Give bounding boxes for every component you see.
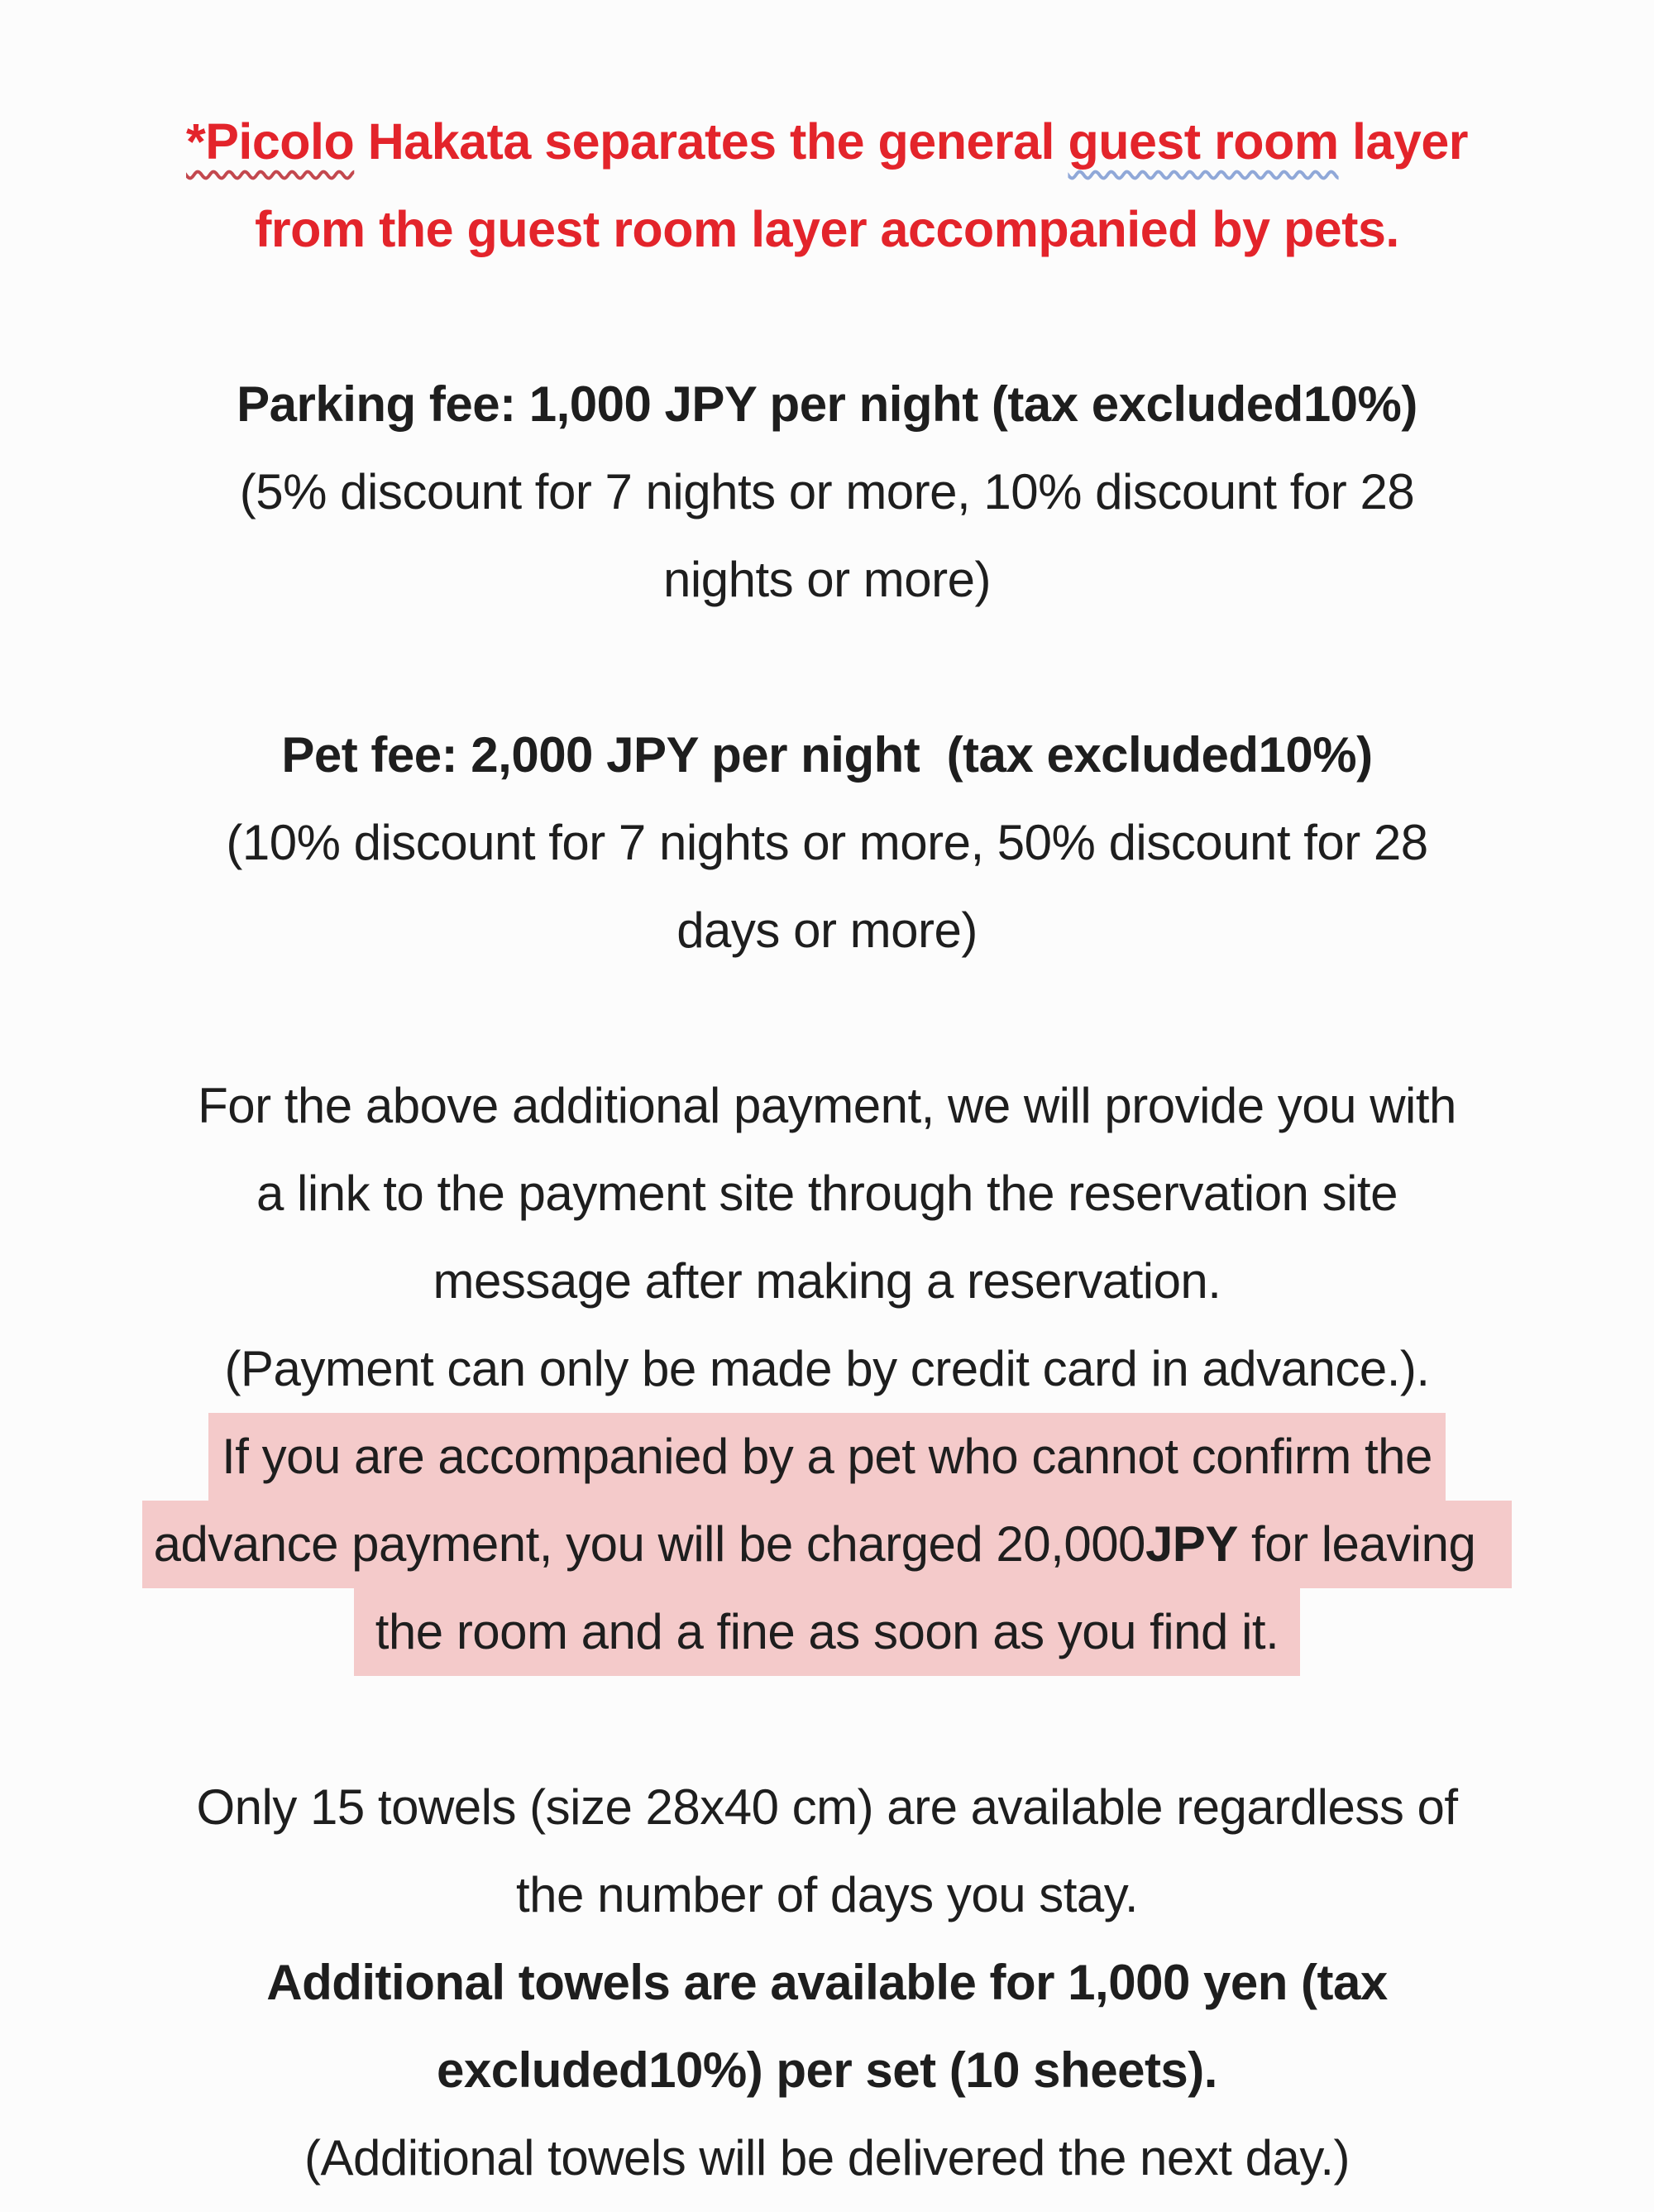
parking-fee-detail-line-2: nights or more)	[663, 552, 991, 607]
additional-towels-line-1: Additional towels are available for 1,000 yen (tax	[266, 1955, 1388, 2010]
highlight-band: If you are accompanied by a pet who cannot confirm the	[208, 1413, 1446, 1501]
pet-fee-detail-line-2: days or more)	[676, 903, 978, 958]
parking-fee-detail-line-1: (5% discount for 7 nights or more, 10% discount for 28	[239, 464, 1415, 519]
warning-line-2-end: for leaving	[1237, 1516, 1476, 1572]
spacer	[58, 273, 1596, 361]
pet-fee-section	[58, 711, 1596, 974]
parking-fee-section	[58, 361, 1596, 624]
highlight-band: the room and a fine as soon as you find it.	[354, 1588, 1301, 1676]
spacer	[58, 1676, 1596, 1764]
payment-line-2: a link to the payment site through the reservation site	[256, 1166, 1398, 1221]
warning-line-3	[58, 1588, 1596, 1676]
notice-line-2: from the guest room layer accompanied by pets.	[255, 201, 1399, 257]
penalty-warning-highlighted	[58, 1413, 1596, 1676]
additional-towels-line-2: excluded10%) per set (10 sheets).	[437, 2042, 1217, 2098]
notice-line-1-text: Hakata separates the general	[354, 113, 1068, 170]
spellcheck-red-underline-word: *Picolo	[186, 113, 355, 170]
highlight-band	[142, 1501, 1513, 1588]
towels-section	[58, 1764, 1596, 2202]
notice-line-1	[58, 98, 1596, 185]
spacer	[58, 624, 1596, 711]
warning-line-2-text: advance payment, you will be charged 20,000	[153, 1516, 1145, 1572]
payment-line-1: For the above additional payment, we will provide you with	[198, 1078, 1456, 1133]
warning-line-1	[58, 1413, 1596, 1501]
warning-amount-jpy: JPY	[1145, 1516, 1238, 1572]
towels-line-2: the number of days you stay.	[516, 1867, 1138, 1922]
payment-line-4: (Payment can only be made by credit card in advance.).	[224, 1341, 1430, 1396]
pet-fee-heading: Pet fee: 2,000 JPY per night (tax excluded10%)	[281, 727, 1373, 783]
payment-info-section	[58, 1062, 1596, 1413]
towels-delivery-note: (Additional towels will be delivered the next day.)	[304, 2130, 1350, 2186]
pet-fee-detail-line-1: (10% discount for 7 nights or more, 50% discount for 28	[226, 815, 1428, 870]
towels-line-1: Only 15 towels (size 28x40 cm) are available regardless of	[196, 1779, 1458, 1835]
pet-floor-notice	[58, 98, 1596, 273]
notice-line-1-end: layer	[1338, 113, 1468, 170]
spellcheck-blue-underline-words: guest room	[1068, 113, 1339, 170]
payment-line-3: message after making a reservation.	[433, 1253, 1221, 1309]
spacer	[58, 974, 1596, 1062]
warning-line-2	[58, 1501, 1596, 1588]
parking-fee-heading: Parking fee: 1,000 JPY per night (tax excluded10%)	[237, 376, 1417, 432]
